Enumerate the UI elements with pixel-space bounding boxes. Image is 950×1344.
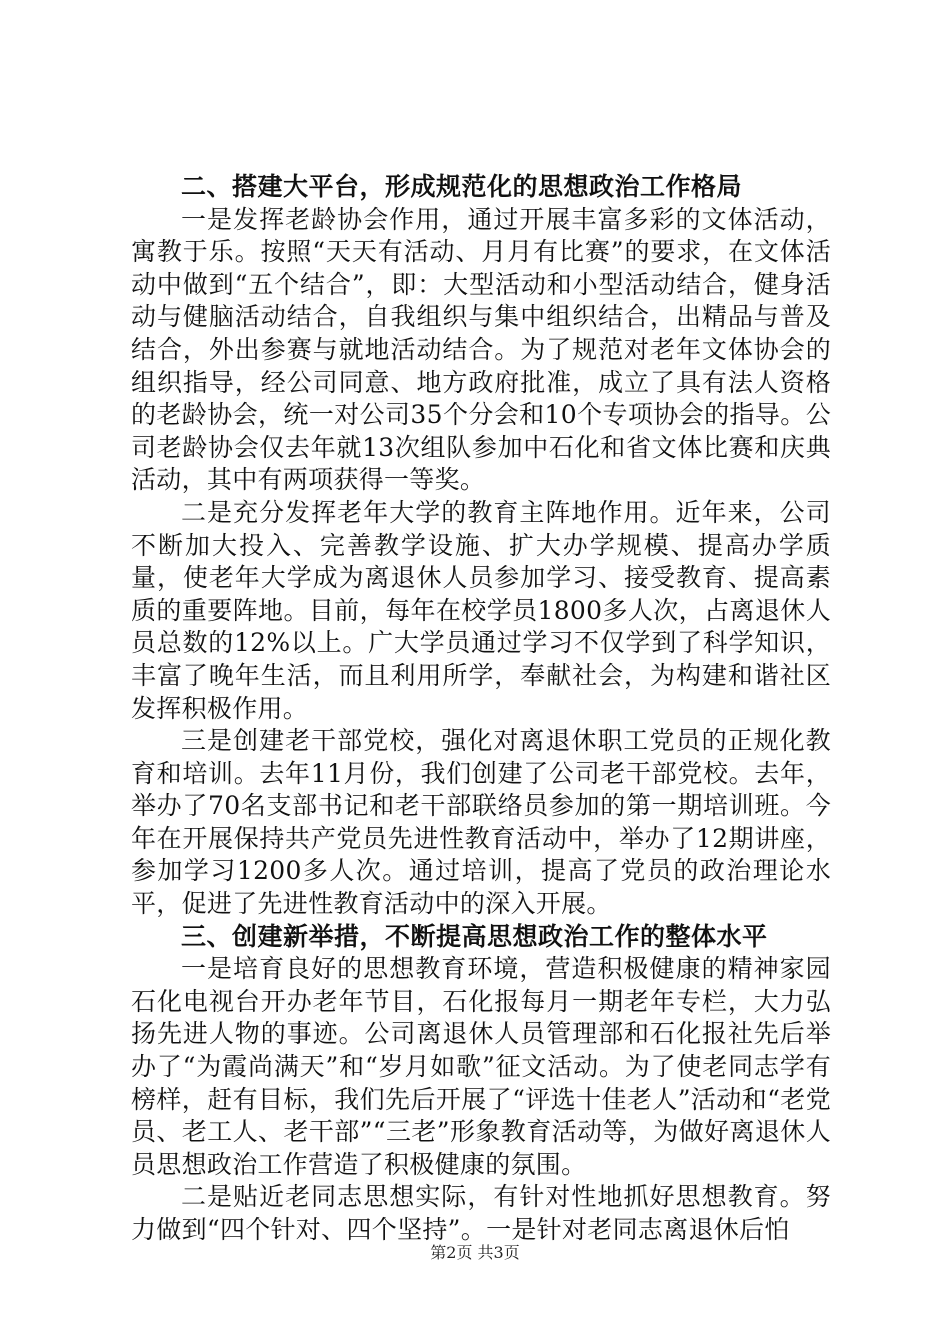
paragraph-2-3: 三是创建老干部党校，强化对离退休职工党员的正规化教育和培训。去年11月份，我们创建了公司老干部党校。去年，举办了70名支部书记和老干部联络员参加的第一期培训班。今年在开展保持共产党员先进性教育活动中，举办了12期讲座，参加学习1200多人次。通过培训，提高了党员的政治理论水平，促进了先进性教育活动中的深入开展。	[131, 726, 831, 919]
section-heading-2: 二、搭建大平台，形成规范化的思想政治工作格局	[181, 172, 743, 201]
document-body	[131, 171, 831, 1247]
page-number-footer: 第2页 共3页	[430, 1243, 520, 1262]
paragraph-2-2: 二是充分发挥老年大学的教育主阵地作用。近年来，公司不断加大投入、完善教学设施、扩大办学规模、提高办学质量，使老年大学成为离退休人员参加学习、接受教育、提高素质的重要阵地。目前，每年在校学员1800多人次，占离退休人员总数的12%以上。广大学员通过学习不仅学到了科学知识，丰富了晚年生活，而且利用所学，奉献社会，为构建和谐社区发挥积极作用。	[131, 497, 831, 723]
paragraph-2-1: 一是发挥老龄协会作用，通过开展丰富多彩的文体活动，寓教于乐。按照“天天有活动、月月有比赛”的要求，在文体活动中做到“五个结合”，即：大型活动和小型活动结合，健身活动与健脑活动结合，自我组织与集中组织结合，出精品与普及结合，外出参赛与就地活动结合。为了规范对老年文体协会的组织指导，经公司同意、地方政府批准，成立了具有法人资格的老龄协会，统一对公司35个分会和10个专项协会的指导。公司老龄协会仅去年就13次组队参加中石化和省文体比赛和庆典活动，其中有两项获得一等奖。	[131, 204, 831, 495]
paragraph-3-1: 一是培育良好的思想教育环境，营造积极健康的精神家园石化电视台开办老年节目，石化报每月一期老年专栏，大力弘扬先进人物的事迹。公司离退休人员管理部和石化报社先后举办了“为霞尚满天”和“岁月如歌”征文活动。为了使老同志学有榜样，赶有目标，我们先后开展了“评选十佳老人”活动和“老党员、老工人、老干部”“三老”形象教育活动等，为做好离退休人员思想政治工作营造了积极健康的氛围。	[131, 954, 831, 1179]
section-heading-3: 三、创建新举措，不断提高思想政治工作的整体水平	[181, 921, 768, 951]
paragraph-3-2: 二是贴近老同志思想实际，有针对性地抓好思想教育。努力做到“四个针对、四个坚持”。一是针对老同志离退休后怕	[131, 1182, 831, 1244]
